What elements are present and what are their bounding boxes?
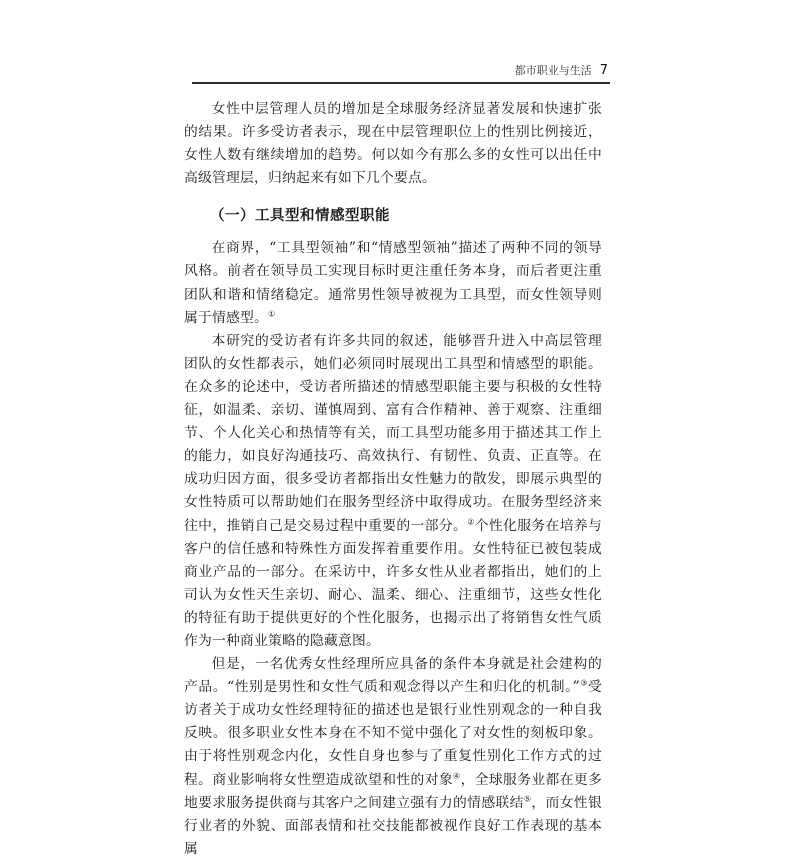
footnote-marker-4: ④ xyxy=(453,770,461,780)
section-heading: （一）工具型和情感型职能 xyxy=(210,208,390,225)
footnote-marker-3: ③ xyxy=(579,678,588,688)
page-number: 7 xyxy=(599,62,608,78)
paragraph-1 xyxy=(184,237,602,329)
footnote-marker-2: ② xyxy=(467,516,475,526)
paragraph-3-text-d: ，而女性银行业者的外貌、面部表情和社交技能都被视作良好工作表现的基本属 xyxy=(184,794,603,857)
footnote-marker-1: ① xyxy=(267,309,276,319)
running-header xyxy=(515,61,608,79)
paragraph-1-text: 在商界，“工具型领袖”和“情感型领袖”描述了两种不同的领导风格。前者在领导员工实现目标时更注重任务本身，而后者更注重团队和谐和情绪稳定。通常男性领导被视为工具型，而女性领导则属于情感型。 xyxy=(184,240,602,326)
page-body xyxy=(184,98,602,861)
paragraph-3-text-a: 但是，一名优秀女性经理所应具备的条件本身就是社会建构的产品。“性别是男性和女性气质和观念得以产生和归化的机制。” xyxy=(184,656,602,696)
paragraph-3-text-c: ，全球服务业都在更多地要求服务提供商与其客户之间建立强有力的情感联结 xyxy=(184,771,603,811)
running-header-title: 都市职业与生活 xyxy=(514,64,592,77)
header-rule xyxy=(192,82,610,84)
intro-paragraph xyxy=(184,98,602,190)
footnote-marker-5: ⑤ xyxy=(523,794,532,804)
paragraph-2-text-b: 个性化服务在培养与客户的信任感和特殊性方面发挥着重要作用。女性特征已被包装成商业产品的一部分。在采访中，许多女性从业者都指出，她们的上司认为女性天生亲切、耐心、温柔、细心、注重细节，这些女性化的特征有助于提供更好的个性化服务，也揭示出了将销售女性气质作为一种商业策略的隐藏意图。 xyxy=(184,517,603,649)
paragraph-2 xyxy=(184,330,602,653)
paragraph-2-text-a: 本研究的受访者有许多共同的叙述，能够晋升进入中高层管理团队的女性都表示，她们必须同时展现出工具型和情感型的职能。在众多的论述中，受访者所描述的情感型职能主要与积极的女性特征，如温柔、亲切、谨慎周到、富有合作精神、善于观察、注重细节、个人化关心和热情等有关，而工具型功能多用于描述其工作上的能力，如良好沟通技巧、高效执行、有韧性、负责、正直等。在成功归因方面，很多受访者都指出女性魅力的散发，即展示典型的女性特质可以帮助她们在服务型经济中取得成功。在服务型经济来往中，推销自己是交易过程中重要的一部分。 xyxy=(184,332,602,534)
paragraph-3-text-b: 受访者关于成功女性经理特征的描述也是银行业性别观念的一种自我反映。很多职业女性本身在不知不觉中强化了对女性的刻板印象。由于将性别观念内化，女性自身也参与了重复性别化工作方式的过程。商业影响将女性塑造成欲望和性的对象 xyxy=(184,679,602,788)
intro-text: 女性中层管理人员的增加是全球服务经济显著发展和快速扩张的结果。许多受访者表示，现在中层管理职位上的性别比例接近，女性人数有继续增加的趋势。何以如今有那么多的女性可以出任中高级管理层，归纳起来有如下几个要点。 xyxy=(184,101,602,187)
paragraph-3 xyxy=(184,653,602,861)
